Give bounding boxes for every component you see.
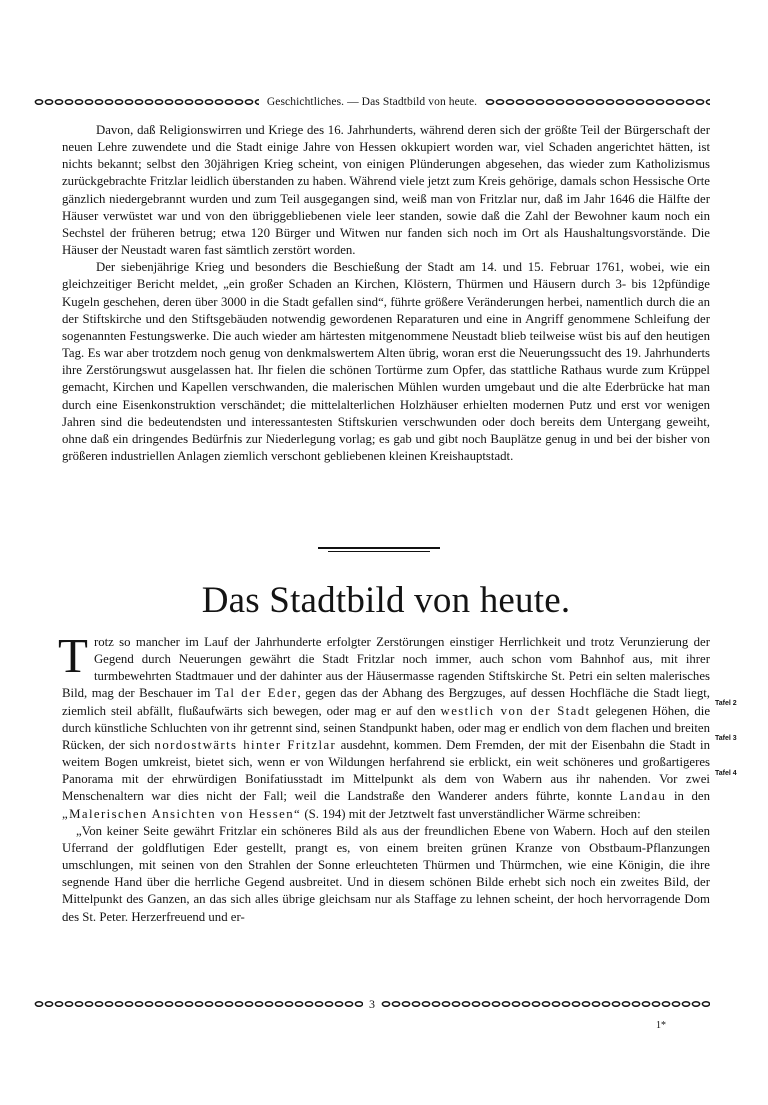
printer-signature: 1* xyxy=(656,1020,666,1031)
running-title: Geschichtliches. — Das Stadtbild von heute. xyxy=(266,96,478,108)
emphasis: nordostwärts hinter Fritzlar xyxy=(154,737,337,752)
ornament-border-right xyxy=(381,1000,710,1008)
stadtbild-text xyxy=(58,628,711,926)
history-text xyxy=(62,122,710,465)
emphasis: Landau xyxy=(619,789,667,804)
paragraph: Trotz so mancher im Lauf der Jahrhunderte erfolgter Zerstörungen einstiger Herrlichkeit und trotz Verunzierung der Gegend durch Neuerungen gewährt die Stadt Fritzlar noch immer, auch schon vom Bahnhof aus, mit ihrer turmbewehrten Stadtmauer und der dahinter aus der Häusermasse ragenden Stiftskirche St. Petri ein selten malerisches Bild, mag der Beschauer im Tal der Eder, gegen das der Abhang des Bergzuges, auf dessen Hochfläche die Stadt liegt, ziemlich steil abfällt, flußaufwärts sich bewegen, oder mag er auf den westlich von der Stadt gelegenen Höhen, die durch künstliche Schluchten von ihr getrennt sind, seinen Standpunkt haben, oder mag er endlich von dem flachen und breiten Rücken, der sich nordostwärts hinter Fritzlar ausdehnt, kommen. Dem Fremden, der mit der Eisenbahn die Stadt in weitem Bogen umkreist, bietet sich, wenn er von Wildungen herfahrend sie erblickt, ein weit schöneres und großartigeres Panorama mit der ehrwürdigen Bonifatiusstadt im Mittelpunkt als dem von Wabern aus ihr nahenden. Vor zwei Menschenaltern war dies nicht der Fall; weil die Landstraße den Wanderer anders führte, konnte Landau in den „Malerischen Ansichten von Hessen“ (S. 194) mit der Jetztwelt fast unverständlicher Wärme schreiben: xyxy=(58,628,711,821)
margin-note-plate: Tafel 2 xyxy=(715,700,737,707)
ornament-border-right xyxy=(485,98,710,106)
paragraph: Davon, daß Religionswirren und Kriege des 16. Jahrhunderts, während deren sich der größte Teil der Bürgerschaft der neuen Lehre zuwendete und die Stadt einige Jahre von Hessen okkupiert worden war, viel Schaden angerichtet hätten, ist nichts bekannt; selbst den 30jährigen Krieg scheint, von einigen Plünderungen abgesehen, das wieder zum Katholizismus zurückgebrachte Fritzlar leidlich überstanden zu haben. Während viele jetzt zum Kreis gehörige, damals schon Hessische Orte gänzlich niedergebrannt wurden und zum Teil ausgegangen sind, weiß man von Fritzlar nur, daß im Jahr 1646 die Hälfte der Häuser verwüstet war und von den übriggebliebenen viele leer standen, sowie daß die Zahl der Bewohner kaum noch ein Sechstel der früheren betrug; etwa 120 Bürger und Witwen nur fanden sich noch im Ort als Haushaltungsvorstände. Die Häuser der Neustadt waren fast sämtlich zerstört worden. xyxy=(62,123,710,258)
ornament-border-left xyxy=(34,98,259,106)
margin-note-plate: Tafel 4 xyxy=(715,770,737,777)
running-header xyxy=(34,94,710,110)
page-footer xyxy=(34,996,710,1012)
section-title: Das Stadtbild von heute. xyxy=(201,580,571,621)
emphasis: Tal der Eder xyxy=(215,686,298,701)
drop-cap: T xyxy=(58,628,88,683)
page-number: 3 xyxy=(369,996,375,1011)
emphasis: westlich von der Stadt xyxy=(440,703,591,718)
emphasis: „Malerischen Ansichten von Hessen“ xyxy=(62,806,302,821)
section-divider xyxy=(318,547,440,552)
quote-paragraph: „Von keiner Seite gewährt Fritzlar ein schöneres Bild als aus der freundlichen Ebene von Wabern. Hoch auf den steilen Uferrand der goldflutigen Eder gestellt, prangt es, von einem breiten grünen Kranze von Obstbaum-Pflanzungen umschlungen, mit seinen von den Strahlen der Sonne erleuchteten Thürmen und Thürmchen, wie eine Königin, die ihre segnende Hand über die herrliche Gegend ausbreitet. Und in diesem schönen Bilde erhebt sich noch ein zweites Bild, der Mittelpunkt des Ganzen, an das sich alles übrige gleichsam nur als Staffage zu lehnen scheint, der hoch hervorragende Dom des St. Peter. Herzerfreuend und er- xyxy=(62,823,710,924)
paragraph: Der siebenjährige Krieg und besonders die Beschießung der Stadt am 14. und 15. Februar 1761, wobei, wie ein gleichzeitiger Bericht meldet, „ein großer Schaden an Kirchen, Klöstern, Thürmen und Häusern durch 3- bis 12pfündige Kugeln geschehen, deren über 3000 in die Stadt gefallen sind“, führte größere Veränderungen herbei, namentlich durch die an der Stiftskirche und den Stiftsgebäuden notwendig gewordenen Reparaturen und eine in Angriff genommene Schleifung der sogenannten Festungswerke. Die auch wieder am härtesten mitgenommene Neustadt blieb teilweise wüst bis auf den heutigen Tag. Es war aber trotzdem noch genug von denkmalswertem Alten übrig, woran erst die Neuerungssucht des 19. Jahrhunderts ihre Zerstörungswut ausgelassen hat. Ihr fielen die schönen Tortürme zum Opfer, das stattliche Rathaus wurde zum Krüppel gemacht, Kirchen und Kapellen verschwanden, die malerischen Mühlen wurden umgebaut und die alte Ederbrücke hat man durch eine Eisenkonstruktion verschändet; die mittelalterlichen Holzhäuser erhielten modernen Putz und erst vor wenigen Jahren sind die bedeutendsten und interessantesten Stiftskurien verschwunden oder doch bereits dem Untergang geweiht, ohne daß ein dringendes Bedürfnis zur Niederlegung vorlag; es gab und gibt noch Bauplätze genug in und bei der bisher von größeren industriellen Anlagen ziemlich verschont gebliebenen kleinen Kreishauptstadt. xyxy=(62,260,710,463)
ornament-border-left xyxy=(34,1000,363,1008)
margin-note-plate: Tafel 3 xyxy=(715,735,737,742)
